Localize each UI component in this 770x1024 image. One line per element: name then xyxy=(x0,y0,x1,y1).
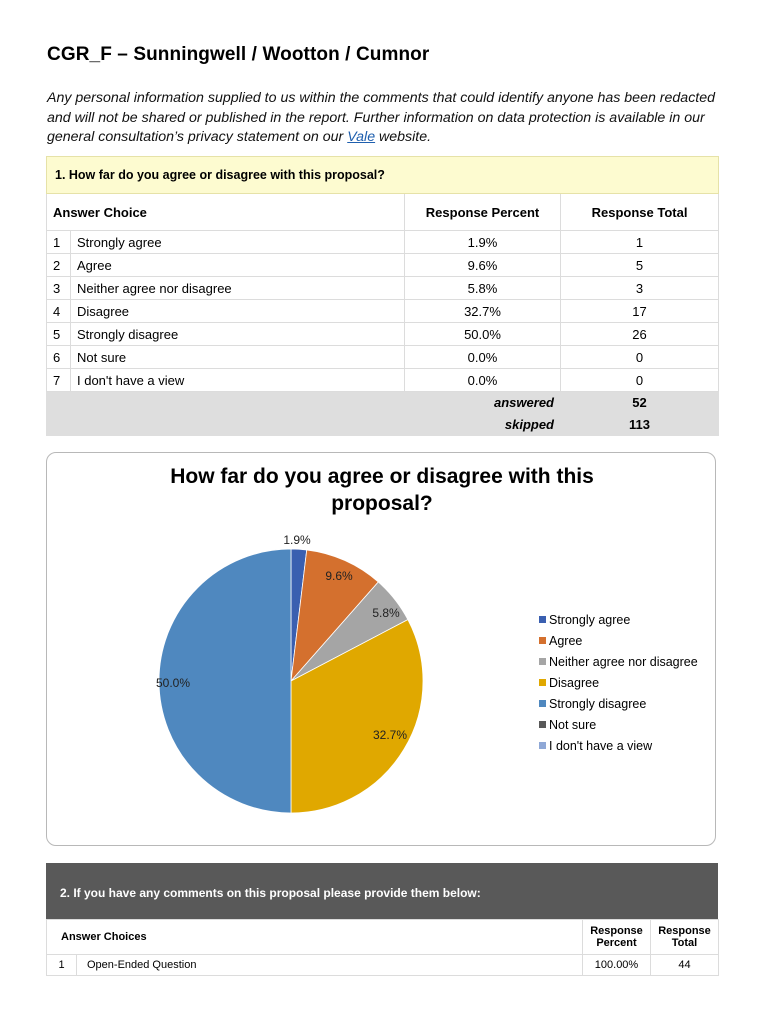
row-number: 1 xyxy=(47,231,71,254)
legend-label: Strongly disagree xyxy=(549,696,647,711)
table-row xyxy=(47,323,719,346)
response-total: 0 xyxy=(561,369,719,392)
question-2-text: 2. If you have any comments on this proposal please provide them below: xyxy=(60,886,481,900)
question-1-text: 1. How far do you agree or disagree with this proposal? xyxy=(47,157,719,194)
table-row xyxy=(47,231,719,254)
response-percent-header-line-1: Response xyxy=(590,925,643,937)
response-percent: 1.9% xyxy=(405,231,561,254)
column-header-row xyxy=(47,194,719,231)
legend-swatch xyxy=(539,616,546,623)
legend-label: Agree xyxy=(549,633,583,648)
data-label: 9.6% xyxy=(325,569,353,583)
table-row xyxy=(47,346,719,369)
legend-swatch xyxy=(539,679,546,686)
legend-swatch xyxy=(539,700,546,707)
response-percent-header xyxy=(583,920,651,955)
skipped-count: 113 xyxy=(561,414,719,436)
question-2-section xyxy=(46,863,718,976)
column-header-row xyxy=(47,920,719,955)
response-total-header: Response Total xyxy=(561,194,719,231)
chart-title-line-1: How far do you agree or disagree with this xyxy=(170,465,594,488)
question-1-header xyxy=(47,157,719,194)
response-percent: 32.7% xyxy=(405,300,561,323)
answer-label: Disagree xyxy=(71,300,405,323)
answer-label: Not sure xyxy=(71,346,405,369)
response-percent-header-line-2: Percent xyxy=(596,937,637,949)
response-percent: 0.0% xyxy=(405,346,561,369)
legend-label: Strongly agree xyxy=(549,612,631,627)
table-row xyxy=(47,369,719,392)
row-number: 6 xyxy=(47,346,71,369)
data-label: 5.8% xyxy=(372,606,400,620)
table-row xyxy=(47,955,719,976)
data-label: 50.0% xyxy=(155,676,191,690)
response-total-header-line-1: Response xyxy=(658,925,711,937)
pie-chart-panel xyxy=(46,452,716,846)
answer-choice-header: Answer Choice xyxy=(47,194,405,231)
question-1-table xyxy=(46,156,719,436)
response-total: 44 xyxy=(651,955,719,976)
legend-item xyxy=(539,693,698,714)
legend-label: I don't have a view xyxy=(549,738,653,753)
answered-label: answered xyxy=(47,392,561,414)
response-percent-header: Response Percent xyxy=(405,194,561,231)
legend-item xyxy=(539,714,698,735)
row-number: 3 xyxy=(47,277,71,300)
answer-label: Agree xyxy=(71,254,405,277)
response-percent: 5.8% xyxy=(405,277,561,300)
row-number: 5 xyxy=(47,323,71,346)
response-total: 5 xyxy=(561,254,719,277)
question-2-header xyxy=(46,863,718,919)
chart-legend xyxy=(539,609,698,756)
answer-label: I don't have a view xyxy=(71,369,405,392)
response-total: 0 xyxy=(561,346,719,369)
table-row xyxy=(47,254,719,277)
answer-label: Strongly agree xyxy=(71,231,405,254)
legend-swatch xyxy=(539,637,546,644)
vale-website-link[interactable]: Vale xyxy=(347,129,376,145)
response-percent: 100.00% xyxy=(583,955,651,976)
answer-label: Open-Ended Question xyxy=(77,955,583,976)
row-number: 2 xyxy=(47,254,71,277)
row-number: 1 xyxy=(47,955,77,976)
response-total-header xyxy=(651,920,719,955)
table-row xyxy=(47,300,719,323)
answered-count: 52 xyxy=(561,392,719,414)
row-number: 7 xyxy=(47,369,71,392)
data-label: 32.7% xyxy=(372,728,408,742)
question-2-table xyxy=(46,919,719,976)
response-total: 17 xyxy=(561,300,719,323)
response-total: 1 xyxy=(561,231,719,254)
answer-label: Neither agree nor disagree xyxy=(71,277,405,300)
table-row xyxy=(47,277,719,300)
answered-row xyxy=(47,392,719,414)
response-percent: 9.6% xyxy=(405,254,561,277)
legend-item xyxy=(539,630,698,651)
legend-item xyxy=(539,735,698,756)
row-number: 4 xyxy=(47,300,71,323)
legend-item xyxy=(539,672,698,693)
legend-item xyxy=(539,651,698,672)
response-total: 3 xyxy=(561,277,719,300)
response-percent: 50.0% xyxy=(405,323,561,346)
legend-label: Neither agree nor disagree xyxy=(549,654,698,669)
legend-label: Not sure xyxy=(549,717,597,732)
skipped-label: skipped xyxy=(47,414,561,436)
chart-title-line-2: proposal? xyxy=(331,492,433,515)
page-title: CGR_F – Sunningwell / Wootton / Cumnor xyxy=(47,44,430,65)
privacy-notice xyxy=(47,89,737,148)
response-percent: 0.0% xyxy=(405,369,561,392)
response-total-header-line-2: Total xyxy=(671,937,698,949)
privacy-notice-tail: website. xyxy=(375,129,432,145)
skipped-row xyxy=(47,414,719,436)
answer-label: Strongly disagree xyxy=(71,323,405,346)
legend-label: Disagree xyxy=(549,675,600,690)
data-label: 1.9% xyxy=(283,533,311,547)
privacy-notice-text: Any personal information supplied to us within the comments that could identify anyone has been redacted and will not be shared or published in the report. Further information on data protection is available in our general consultation’s privacy statement on our xyxy=(47,90,716,145)
answer-choices-header: Answer Choices xyxy=(47,920,583,955)
legend-swatch xyxy=(539,658,546,665)
legend-item xyxy=(539,609,698,630)
legend-swatch xyxy=(539,742,546,749)
response-total: 26 xyxy=(561,323,719,346)
legend-swatch xyxy=(539,721,546,728)
